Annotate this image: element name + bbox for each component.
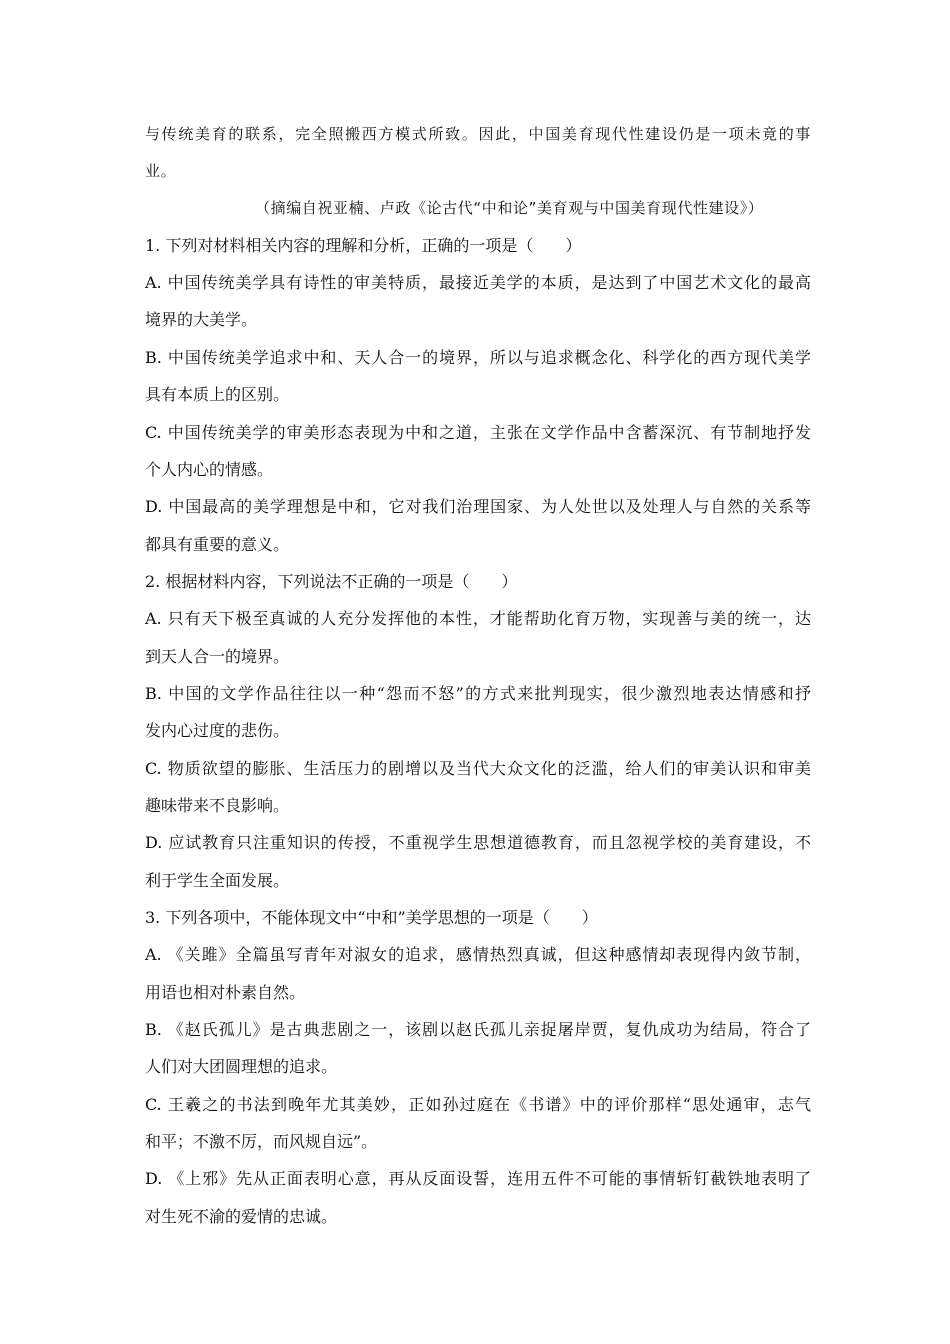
option-c: C. 物质欲望的膨胀、生活压力的剧增以及当代大众文化的泛滥，给人们的审美认识和审美 [145,759,811,778]
option-d: D. 《上邪》先从正面表明心意，再从反面设誓，连用五件不可能的事情斩钉截铁地表明了 [145,1169,811,1188]
option-d: D. 应试教育只注重知识的传授，不重视学生思想道德教育，而且忽视学校的美育建设，不 [145,833,811,852]
option-b-cont: 发内心过度的悲伤。 [145,721,290,740]
option-d-cont: 对生死不渝的爱情的忠诚。 [145,1207,338,1226]
question-stem: 1. 下列对材料相关内容的理解和分析，正确的一项是（ ） [145,236,582,255]
option-b: B. 中国传统美学追求中和、天人合一的境界，所以与追求概念化、科学化的西方现代美学 [145,348,811,367]
option-d: D. 中国最高的美学理想是中和，它对我们治理国家、为人处世以及处理人与自然的关系等 [145,497,811,516]
option-c: C. 王羲之的书法到晚年尤其美妙，正如孙过庭在《书谱》中的评价那样“思处通审，志气 [145,1095,811,1114]
option-c-cont: 个人内心的情感。 [145,460,274,479]
question-stem: 2. 根据材料内容，下列说法不正确的一项是（ ） [145,572,518,591]
option-a-cont: 到天人合一的境界。 [145,647,290,666]
option-a: A. 只有天下极至真诚的人充分发挥他的本性，才能帮助化育万物，实现善与美的统一，达 [145,609,811,628]
option-b: B. 中国的文学作品往往以一种“怨而不怒”的方式来批判现实，很少激烈地表达情感和抒 [145,684,811,703]
option-a: A. 《关雎》全篇虽写青年对淑女的追求，感情热烈真诚，但这种感情却表现得内敛节制， [145,945,811,964]
option-b-cont: 具有本质上的区别。 [145,385,290,404]
question-stem: 3. 下列各项中，不能体现文中“中和”美学思想的一项是（ ） [145,908,598,927]
option-c-cont: 和平；不激不厉，而风规自远”。 [145,1132,378,1151]
option-a: A. 中国传统美学具有诗性的审美特质，最接近美学的本质，是达到了中国艺术文化的最高 [145,273,811,292]
source-citation: （摘编自祝亚楠、卢政《论古代“中和论”美育观与中国美育现代性建设》） [255,199,764,217]
option-d-cont: 都具有重要的意义。 [145,535,290,554]
option-c-cont: 趣味带来不良影响。 [145,796,290,815]
option-a-cont: 境界的大美学。 [145,310,258,329]
passage-line: 与传统美育的联系，完全照搬西方模式所致。因此，中国美育现代性建设仍是一项未竟的事 [145,125,811,143]
option-b-cont: 人们对大团圆理想的追求。 [145,1057,338,1076]
option-d-cont: 利于学生全面发展。 [145,871,290,890]
option-a-cont: 用语也相对朴素自然。 [145,983,306,1002]
option-b: B. 《赵氏孤儿》是古典悲剧之一，该剧以赵氏孤儿亲捉屠岸贾，复仇成功为结局，符合了 [145,1020,811,1039]
passage-line: 业。 [145,162,177,180]
option-c: C. 中国传统美学的审美形态表现为中和之道，主张在文学作品中含蓄深沉、有节制地抒发 [145,423,811,442]
